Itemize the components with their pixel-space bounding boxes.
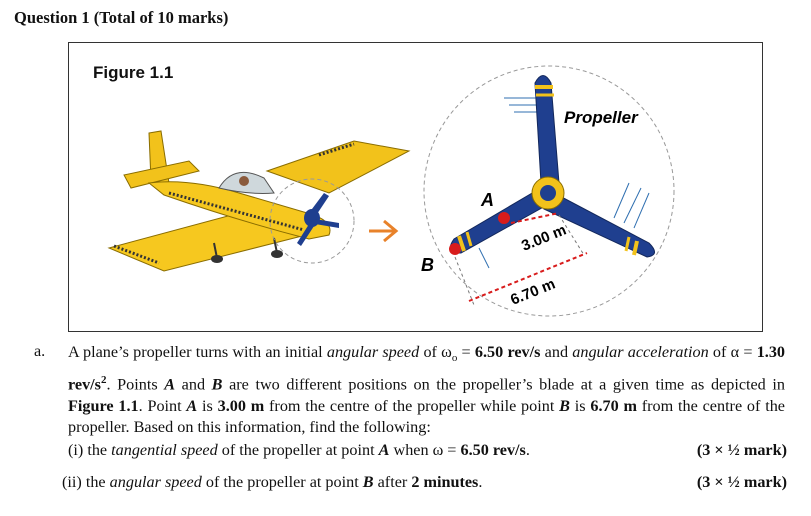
sub-question-ii: (ii) the angular speed of the propeller at point B after 2 minutes. xyxy=(62,473,483,491)
figure-label: Figure 1.1 xyxy=(93,63,174,82)
marks-i: (3 × ½ mark) xyxy=(696,441,787,459)
distance-a-label: 3.00 m xyxy=(519,221,569,255)
point-b-label: B xyxy=(421,255,434,275)
distance-b-label: 6.70 m xyxy=(508,275,558,309)
arrow-icon xyxy=(369,221,396,241)
point-a-marker xyxy=(498,212,510,224)
sub-question-i: (i) the tangential speed of the propeller at point A when ω = 6.50 rev/s. xyxy=(68,441,530,459)
point-b-marker xyxy=(449,243,461,255)
airplane-illustration xyxy=(109,131,409,271)
propeller-label: Propeller xyxy=(564,108,638,127)
marks-ii: (3 × ½ mark) xyxy=(696,473,787,491)
figure-illustration xyxy=(69,43,764,333)
question-title: Question 1 (Total of 10 marks) xyxy=(14,8,229,27)
part-marker: a. xyxy=(34,342,46,360)
figure-box xyxy=(68,42,763,332)
point-a-label: A xyxy=(481,190,494,210)
question-paragraph: A plane’s propeller turns with an initial angular speed of $\omega_o = 6.50$ rev/s and angular acceleration of α = 1.30 rev/$s^2$. Points A and B are two different positions on the propeller’s blade at a given time as depicted in Figure 1.1. Point A is 3.00 m from the centre of the propeller while point B is 6.70 m from the centre of the propeller. Based on this information, find the following: xyxy=(68,343,786,437)
